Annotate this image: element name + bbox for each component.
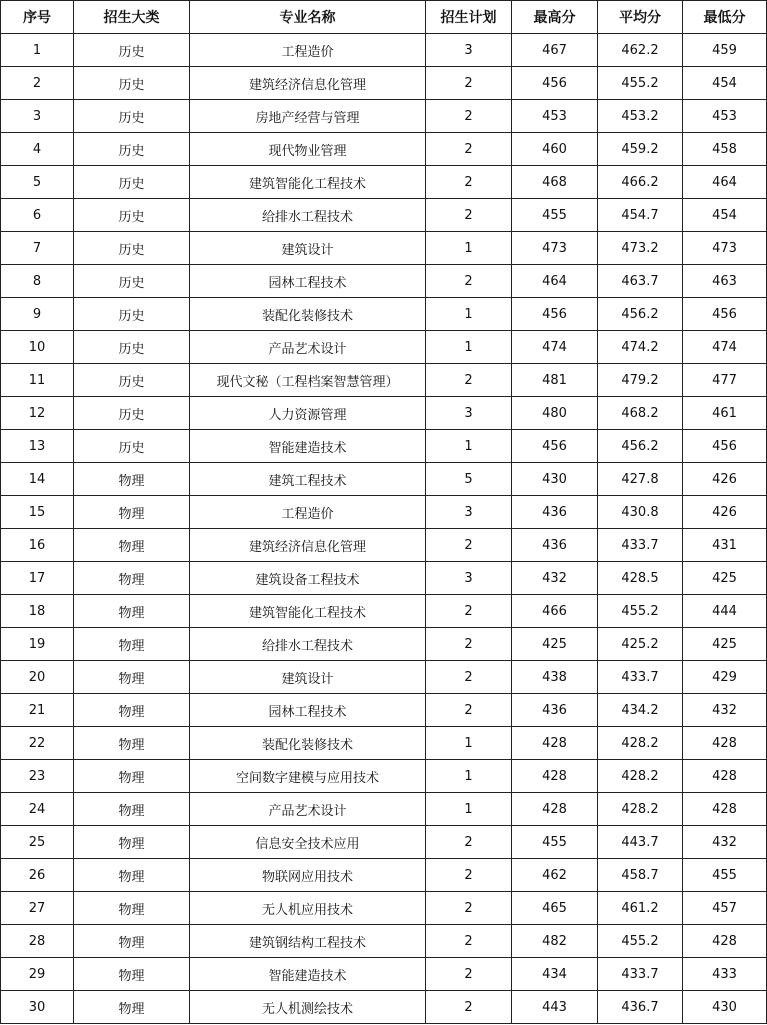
cell-major: 产品艺术设计 bbox=[190, 793, 426, 826]
cell-index: 29 bbox=[1, 958, 74, 991]
cell-index: 11 bbox=[1, 364, 74, 397]
cell-plan: 1 bbox=[426, 727, 512, 760]
cell-index: 19 bbox=[1, 628, 74, 661]
cell-min: 425 bbox=[683, 628, 767, 661]
cell-avg: 430.8 bbox=[598, 496, 683, 529]
cell-plan: 3 bbox=[426, 496, 512, 529]
cell-min: 463 bbox=[683, 265, 767, 298]
cell-min: 428 bbox=[683, 925, 767, 958]
cell-plan: 2 bbox=[426, 100, 512, 133]
cell-max: 480 bbox=[512, 397, 598, 430]
header-index: 序号 bbox=[1, 1, 74, 34]
table-row bbox=[1, 562, 767, 595]
cell-major: 空间数字建模与应用技术 bbox=[190, 760, 426, 793]
cell-plan: 2 bbox=[426, 265, 512, 298]
cell-category: 物理 bbox=[74, 661, 190, 694]
table-row bbox=[1, 760, 767, 793]
cell-index: 7 bbox=[1, 232, 74, 265]
table-row bbox=[1, 958, 767, 991]
cell-min: 453 bbox=[683, 100, 767, 133]
table-row bbox=[1, 298, 767, 331]
cell-major: 建筑智能化工程技术 bbox=[190, 595, 426, 628]
cell-plan: 2 bbox=[426, 199, 512, 232]
cell-max: 432 bbox=[512, 562, 598, 595]
cell-avg: 455.2 bbox=[598, 595, 683, 628]
table-row bbox=[1, 694, 767, 727]
cell-index: 24 bbox=[1, 793, 74, 826]
cell-index: 13 bbox=[1, 430, 74, 463]
cell-max: 467 bbox=[512, 34, 598, 67]
cell-max: 430 bbox=[512, 463, 598, 496]
cell-max: 465 bbox=[512, 892, 598, 925]
cell-max: 464 bbox=[512, 265, 598, 298]
cell-plan: 2 bbox=[426, 628, 512, 661]
cell-avg: 479.2 bbox=[598, 364, 683, 397]
cell-major: 人力资源管理 bbox=[190, 397, 426, 430]
cell-avg: 428.5 bbox=[598, 562, 683, 595]
cell-avg: 461.2 bbox=[598, 892, 683, 925]
cell-category: 物理 bbox=[74, 991, 190, 1024]
cell-major: 给排水工程技术 bbox=[190, 199, 426, 232]
cell-min: 428 bbox=[683, 760, 767, 793]
cell-category: 物理 bbox=[74, 826, 190, 859]
cell-avg: 463.7 bbox=[598, 265, 683, 298]
cell-avg: 428.2 bbox=[598, 727, 683, 760]
cell-major: 房地产经营与管理 bbox=[190, 100, 426, 133]
cell-avg: 433.7 bbox=[598, 529, 683, 562]
cell-min: 425 bbox=[683, 562, 767, 595]
cell-major: 装配化装修技术 bbox=[190, 298, 426, 331]
cell-plan: 2 bbox=[426, 892, 512, 925]
cell-index: 18 bbox=[1, 595, 74, 628]
cell-max: 473 bbox=[512, 232, 598, 265]
cell-plan: 2 bbox=[426, 67, 512, 100]
cell-avg: 462.2 bbox=[598, 34, 683, 67]
cell-plan: 2 bbox=[426, 958, 512, 991]
cell-max: 436 bbox=[512, 496, 598, 529]
table-row bbox=[1, 364, 767, 397]
cell-index: 9 bbox=[1, 298, 74, 331]
cell-min: 454 bbox=[683, 199, 767, 232]
cell-category: 物理 bbox=[74, 892, 190, 925]
cell-avg: 453.2 bbox=[598, 100, 683, 133]
cell-category: 历史 bbox=[74, 265, 190, 298]
table-row bbox=[1, 199, 767, 232]
table-row bbox=[1, 859, 767, 892]
cell-max: 455 bbox=[512, 199, 598, 232]
header-major: 专业名称 bbox=[190, 1, 426, 34]
cell-min: 464 bbox=[683, 166, 767, 199]
table-row bbox=[1, 727, 767, 760]
table-row bbox=[1, 892, 767, 925]
cell-max: 434 bbox=[512, 958, 598, 991]
cell-min: 458 bbox=[683, 133, 767, 166]
cell-category: 物理 bbox=[74, 925, 190, 958]
cell-max: 460 bbox=[512, 133, 598, 166]
cell-plan: 1 bbox=[426, 793, 512, 826]
table-row bbox=[1, 529, 767, 562]
cell-category: 物理 bbox=[74, 595, 190, 628]
cell-max: 453 bbox=[512, 100, 598, 133]
cell-avg: 434.2 bbox=[598, 694, 683, 727]
cell-major: 工程造价 bbox=[190, 496, 426, 529]
cell-max: 425 bbox=[512, 628, 598, 661]
cell-index: 28 bbox=[1, 925, 74, 958]
cell-avg: 425.2 bbox=[598, 628, 683, 661]
cell-max: 462 bbox=[512, 859, 598, 892]
table-body bbox=[1, 34, 767, 1024]
cell-index: 23 bbox=[1, 760, 74, 793]
cell-category: 历史 bbox=[74, 331, 190, 364]
cell-category: 历史 bbox=[74, 364, 190, 397]
cell-index: 25 bbox=[1, 826, 74, 859]
cell-max: 438 bbox=[512, 661, 598, 694]
table-row bbox=[1, 67, 767, 100]
table-row bbox=[1, 430, 767, 463]
cell-major: 信息安全技术应用 bbox=[190, 826, 426, 859]
header-avg: 平均分 bbox=[598, 1, 683, 34]
cell-category: 历史 bbox=[74, 67, 190, 100]
cell-avg: 433.7 bbox=[598, 661, 683, 694]
table-row bbox=[1, 232, 767, 265]
cell-major: 工程造价 bbox=[190, 34, 426, 67]
table-row bbox=[1, 991, 767, 1024]
cell-category: 物理 bbox=[74, 529, 190, 562]
cell-max: 436 bbox=[512, 694, 598, 727]
cell-index: 22 bbox=[1, 727, 74, 760]
cell-major: 无人机应用技术 bbox=[190, 892, 426, 925]
cell-major: 智能建造技术 bbox=[190, 430, 426, 463]
cell-plan: 3 bbox=[426, 562, 512, 595]
cell-major: 建筑钢结构工程技术 bbox=[190, 925, 426, 958]
cell-plan: 1 bbox=[426, 232, 512, 265]
cell-min: 459 bbox=[683, 34, 767, 67]
cell-category: 历史 bbox=[74, 397, 190, 430]
cell-major: 建筑设计 bbox=[190, 232, 426, 265]
cell-min: 454 bbox=[683, 67, 767, 100]
cell-plan: 1 bbox=[426, 430, 512, 463]
cell-category: 历史 bbox=[74, 100, 190, 133]
cell-category: 物理 bbox=[74, 958, 190, 991]
cell-index: 6 bbox=[1, 199, 74, 232]
cell-index: 27 bbox=[1, 892, 74, 925]
cell-category: 历史 bbox=[74, 232, 190, 265]
table-row bbox=[1, 925, 767, 958]
cell-category: 物理 bbox=[74, 628, 190, 661]
table-row bbox=[1, 595, 767, 628]
cell-plan: 2 bbox=[426, 166, 512, 199]
cell-min: 426 bbox=[683, 496, 767, 529]
table-row bbox=[1, 793, 767, 826]
cell-avg: 466.2 bbox=[598, 166, 683, 199]
cell-min: 456 bbox=[683, 430, 767, 463]
cell-avg: 468.2 bbox=[598, 397, 683, 430]
cell-min: 444 bbox=[683, 595, 767, 628]
cell-index: 5 bbox=[1, 166, 74, 199]
cell-category: 物理 bbox=[74, 859, 190, 892]
cell-index: 12 bbox=[1, 397, 74, 430]
cell-plan: 2 bbox=[426, 694, 512, 727]
cell-plan: 2 bbox=[426, 859, 512, 892]
cell-plan: 3 bbox=[426, 34, 512, 67]
cell-min: 428 bbox=[683, 793, 767, 826]
cell-major: 物联网应用技术 bbox=[190, 859, 426, 892]
table-row bbox=[1, 100, 767, 133]
cell-category: 物理 bbox=[74, 760, 190, 793]
cell-index: 10 bbox=[1, 331, 74, 364]
cell-plan: 2 bbox=[426, 925, 512, 958]
header-plan: 招生计划 bbox=[426, 1, 512, 34]
table-row bbox=[1, 628, 767, 661]
cell-category: 物理 bbox=[74, 496, 190, 529]
header-category: 招生大类 bbox=[74, 1, 190, 34]
table-row bbox=[1, 166, 767, 199]
cell-avg: 443.7 bbox=[598, 826, 683, 859]
cell-category: 物理 bbox=[74, 727, 190, 760]
cell-max: 456 bbox=[512, 430, 598, 463]
cell-min: 428 bbox=[683, 727, 767, 760]
cell-max: 436 bbox=[512, 529, 598, 562]
cell-index: 15 bbox=[1, 496, 74, 529]
cell-plan: 5 bbox=[426, 463, 512, 496]
cell-max: 482 bbox=[512, 925, 598, 958]
cell-major: 现代文秘（工程档案智慧管理） bbox=[190, 364, 426, 397]
cell-avg: 433.7 bbox=[598, 958, 683, 991]
cell-max: 468 bbox=[512, 166, 598, 199]
header-max: 最高分 bbox=[512, 1, 598, 34]
table-row bbox=[1, 34, 767, 67]
cell-index: 3 bbox=[1, 100, 74, 133]
cell-index: 30 bbox=[1, 991, 74, 1024]
cell-min: 456 bbox=[683, 298, 767, 331]
cell-category: 物理 bbox=[74, 562, 190, 595]
cell-avg: 427.8 bbox=[598, 463, 683, 496]
cell-avg: 458.7 bbox=[598, 859, 683, 892]
cell-major: 建筑经济信息化管理 bbox=[190, 67, 426, 100]
cell-max: 474 bbox=[512, 331, 598, 364]
cell-major: 建筑设计 bbox=[190, 661, 426, 694]
cell-min: 461 bbox=[683, 397, 767, 430]
cell-max: 428 bbox=[512, 760, 598, 793]
cell-category: 物理 bbox=[74, 694, 190, 727]
cell-max: 443 bbox=[512, 991, 598, 1024]
cell-min: 432 bbox=[683, 694, 767, 727]
cell-min: 432 bbox=[683, 826, 767, 859]
cell-avg: 436.7 bbox=[598, 991, 683, 1024]
cell-category: 历史 bbox=[74, 298, 190, 331]
cell-plan: 1 bbox=[426, 331, 512, 364]
table-row bbox=[1, 463, 767, 496]
cell-major: 智能建造技术 bbox=[190, 958, 426, 991]
table-row bbox=[1, 397, 767, 430]
cell-plan: 2 bbox=[426, 529, 512, 562]
cell-category: 物理 bbox=[74, 793, 190, 826]
cell-major: 建筑智能化工程技术 bbox=[190, 166, 426, 199]
cell-index: 20 bbox=[1, 661, 74, 694]
cell-max: 481 bbox=[512, 364, 598, 397]
cell-plan: 1 bbox=[426, 298, 512, 331]
cell-category: 历史 bbox=[74, 34, 190, 67]
cell-index: 21 bbox=[1, 694, 74, 727]
cell-avg: 454.7 bbox=[598, 199, 683, 232]
cell-major: 装配化装修技术 bbox=[190, 727, 426, 760]
cell-avg: 473.2 bbox=[598, 232, 683, 265]
cell-major: 建筑工程技术 bbox=[190, 463, 426, 496]
cell-plan: 2 bbox=[426, 595, 512, 628]
cell-index: 26 bbox=[1, 859, 74, 892]
cell-major: 园林工程技术 bbox=[190, 694, 426, 727]
cell-min: 430 bbox=[683, 991, 767, 1024]
cell-category: 历史 bbox=[74, 166, 190, 199]
cell-plan: 1 bbox=[426, 760, 512, 793]
table-header bbox=[1, 1, 767, 34]
cell-avg: 474.2 bbox=[598, 331, 683, 364]
cell-index: 1 bbox=[1, 34, 74, 67]
table-row bbox=[1, 826, 767, 859]
cell-min: 457 bbox=[683, 892, 767, 925]
cell-index: 2 bbox=[1, 67, 74, 100]
table-row bbox=[1, 661, 767, 694]
cell-index: 4 bbox=[1, 133, 74, 166]
cell-max: 456 bbox=[512, 298, 598, 331]
header-row bbox=[1, 1, 767, 34]
cell-avg: 455.2 bbox=[598, 67, 683, 100]
table-row bbox=[1, 331, 767, 364]
cell-min: 455 bbox=[683, 859, 767, 892]
cell-min: 474 bbox=[683, 331, 767, 364]
table-row bbox=[1, 265, 767, 298]
table-row bbox=[1, 133, 767, 166]
cell-index: 8 bbox=[1, 265, 74, 298]
cell-major: 无人机测绘技术 bbox=[190, 991, 426, 1024]
cell-min: 477 bbox=[683, 364, 767, 397]
cell-category: 历史 bbox=[74, 199, 190, 232]
table-row bbox=[1, 496, 767, 529]
cell-plan: 2 bbox=[426, 364, 512, 397]
cell-max: 466 bbox=[512, 595, 598, 628]
cell-index: 17 bbox=[1, 562, 74, 595]
cell-max: 456 bbox=[512, 67, 598, 100]
cell-avg: 455.2 bbox=[598, 925, 683, 958]
cell-plan: 2 bbox=[426, 991, 512, 1024]
cell-max: 428 bbox=[512, 727, 598, 760]
cell-major: 给排水工程技术 bbox=[190, 628, 426, 661]
cell-category: 历史 bbox=[74, 133, 190, 166]
cell-index: 16 bbox=[1, 529, 74, 562]
cell-category: 历史 bbox=[74, 430, 190, 463]
cell-major: 园林工程技术 bbox=[190, 265, 426, 298]
cell-plan: 3 bbox=[426, 397, 512, 430]
cell-index: 14 bbox=[1, 463, 74, 496]
cell-min: 429 bbox=[683, 661, 767, 694]
cell-avg: 456.2 bbox=[598, 298, 683, 331]
cell-min: 433 bbox=[683, 958, 767, 991]
cell-major: 现代物业管理 bbox=[190, 133, 426, 166]
cell-min: 426 bbox=[683, 463, 767, 496]
cell-min: 431 bbox=[683, 529, 767, 562]
cell-category: 物理 bbox=[74, 463, 190, 496]
cell-avg: 428.2 bbox=[598, 760, 683, 793]
cell-avg: 428.2 bbox=[598, 793, 683, 826]
cell-plan: 2 bbox=[426, 661, 512, 694]
cell-plan: 2 bbox=[426, 133, 512, 166]
header-min: 最低分 bbox=[683, 1, 767, 34]
cell-max: 428 bbox=[512, 793, 598, 826]
cell-avg: 459.2 bbox=[598, 133, 683, 166]
cell-max: 455 bbox=[512, 826, 598, 859]
cell-major: 建筑经济信息化管理 bbox=[190, 529, 426, 562]
cell-avg: 456.2 bbox=[598, 430, 683, 463]
cell-major: 建筑设备工程技术 bbox=[190, 562, 426, 595]
cell-major: 产品艺术设计 bbox=[190, 331, 426, 364]
cell-plan: 2 bbox=[426, 826, 512, 859]
cell-min: 473 bbox=[683, 232, 767, 265]
